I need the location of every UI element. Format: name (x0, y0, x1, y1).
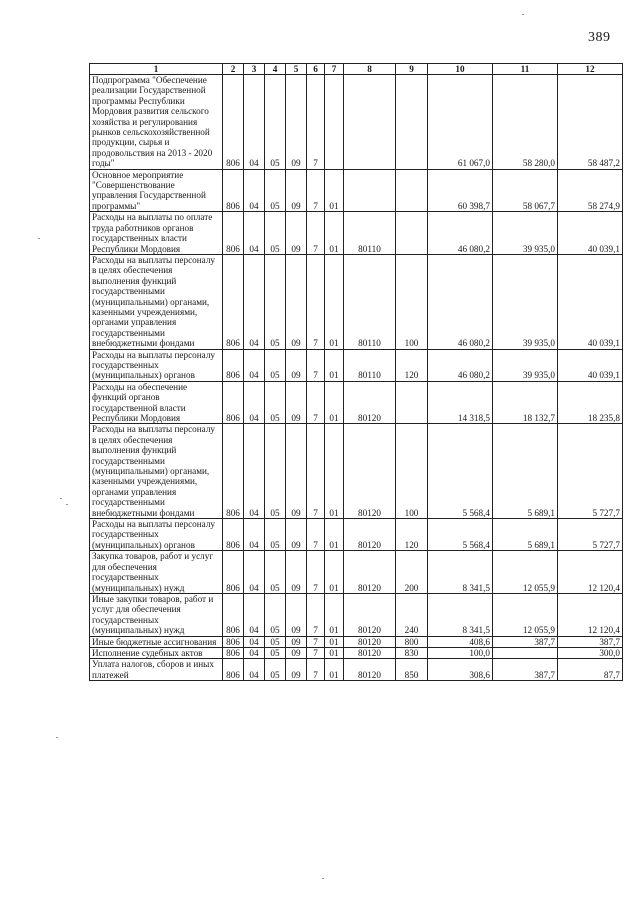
code-cell: 80120 (344, 551, 396, 594)
code-cell: 05 (265, 212, 286, 255)
code-cell: 7 (307, 551, 325, 594)
code-cell: 05 (265, 551, 286, 594)
code-cell: 806 (223, 349, 244, 381)
amount-cell: 8 341,5 (428, 551, 493, 594)
code-cell: 806 (223, 254, 244, 349)
code-cell: 01 (325, 381, 344, 424)
code-cell: 01 (325, 647, 344, 658)
code-cell: 850 (396, 659, 428, 681)
code-cell: 806 (223, 659, 244, 681)
code-cell: 80120 (344, 647, 396, 658)
amount-cell: 408,6 (428, 636, 493, 647)
code-cell: 80110 (344, 349, 396, 381)
row-name-cell: Расходы на выплаты персоналу в целях обеспечения выполнения функций государственными (муниципальными) органами, казенными учреждениями, органами управления государственными внебюджетными фондами (90, 424, 223, 519)
code-cell: 7 (307, 647, 325, 658)
amount-cell: 18 235,8 (558, 381, 623, 424)
code-cell: 01 (325, 349, 344, 381)
code-cell (396, 381, 428, 424)
code-cell: 09 (286, 424, 307, 519)
amount-cell: 12 055,9 (493, 551, 558, 594)
amount-cell: 39 935,0 (493, 254, 558, 349)
code-cell: 7 (307, 169, 325, 212)
amount-cell: 14 318,5 (428, 381, 493, 424)
code-cell: 120 (396, 349, 428, 381)
amount-cell: 387,7 (558, 636, 623, 647)
row-name-cell: Расходы на выплаты по оплате труда работников органов государственных власти Республики Мордовия (90, 212, 223, 255)
code-cell: 04 (244, 647, 265, 658)
code-cell: 09 (286, 647, 307, 658)
code-cell: 04 (244, 75, 265, 170)
header-row (90, 64, 623, 75)
code-cell: 01 (325, 519, 344, 551)
amount-cell: 5 689,1 (493, 519, 558, 551)
table-row (90, 424, 623, 519)
code-cell: 7 (307, 381, 325, 424)
code-cell (396, 212, 428, 255)
row-name-cell: Иные бюджетные ассигнования (90, 636, 223, 647)
code-cell: 806 (223, 169, 244, 212)
code-cell: 800 (396, 636, 428, 647)
col-header-7: 7 (325, 64, 344, 75)
table-row (90, 381, 623, 424)
code-cell: 01 (325, 424, 344, 519)
code-cell: 01 (325, 254, 344, 349)
code-cell: 09 (286, 593, 307, 636)
code-cell: 05 (265, 349, 286, 381)
code-cell: 04 (244, 519, 265, 551)
table-row (90, 551, 623, 594)
code-cell: 05 (265, 254, 286, 349)
code-cell: 80120 (344, 519, 396, 551)
amount-cell: 46 080,2 (428, 212, 493, 255)
code-cell: 04 (244, 254, 265, 349)
col-header-9: 9 (396, 64, 428, 75)
code-cell: 01 (325, 636, 344, 647)
code-cell: 09 (286, 636, 307, 647)
code-cell: 05 (265, 659, 286, 681)
scan-speck (522, 14, 524, 15)
scan-speck (38, 238, 40, 239)
table-row (90, 659, 623, 681)
row-name-cell: Основное мероприятие "Совершенствование управления Государственной программы" (90, 169, 223, 212)
col-header-1: 1 (90, 64, 223, 75)
scan-speck (60, 498, 62, 499)
col-header-8: 8 (344, 64, 396, 75)
row-name-cell: Расходы на обеспечение функций органов государственной власти Республики Мордовия (90, 381, 223, 424)
budget-table (89, 63, 623, 681)
code-cell: 09 (286, 519, 307, 551)
code-cell: 04 (244, 212, 265, 255)
amount-cell: 12 120,4 (558, 593, 623, 636)
code-cell: 04 (244, 169, 265, 212)
code-cell (325, 75, 344, 170)
code-cell: 806 (223, 424, 244, 519)
amount-cell: 87,7 (558, 659, 623, 681)
amount-cell: 58 487,2 (558, 75, 623, 170)
table-row (90, 254, 623, 349)
col-header-11: 11 (493, 64, 558, 75)
amount-cell: 5 727,7 (558, 519, 623, 551)
code-cell: 80110 (344, 212, 396, 255)
code-cell: 240 (396, 593, 428, 636)
col-header-2: 2 (223, 64, 244, 75)
code-cell: 01 (325, 212, 344, 255)
amount-cell: 5 568,4 (428, 519, 493, 551)
code-cell: 04 (244, 349, 265, 381)
amount-cell: 5 689,1 (493, 424, 558, 519)
code-cell: 7 (307, 593, 325, 636)
row-name-cell: Расходы на выплаты персоналу государственных (муниципальных) органов (90, 349, 223, 381)
amount-cell: 18 132,7 (493, 381, 558, 424)
code-cell: 80110 (344, 254, 396, 349)
amount-cell: 58 274,9 (558, 169, 623, 212)
row-name-cell: Подпрограмма "Обеспечение реализации Государственной программы Республики Мордовия развития сельского хозяйства и регулирования рынков сельскохозяйственной продукции, сырья и продовольствия на 2013 - 2020 годы" (90, 75, 223, 170)
amount-cell: 12 120,4 (558, 551, 623, 594)
code-cell: 120 (396, 519, 428, 551)
code-cell: 09 (286, 349, 307, 381)
amount-cell: 40 039,1 (558, 349, 623, 381)
code-cell: 01 (325, 659, 344, 681)
code-cell: 7 (307, 636, 325, 647)
code-cell: 7 (307, 254, 325, 349)
row-name-cell: Расходы на выплаты персоналу в целях обеспечения выполнения функций государственными (муниципальными) органами, казенными учреждениями, органами управления государственными внебюджетными фондами (90, 254, 223, 349)
code-cell: 806 (223, 381, 244, 424)
amount-cell: 100,0 (428, 647, 493, 658)
amount-cell: 5 568,4 (428, 424, 493, 519)
code-cell: 80120 (344, 424, 396, 519)
code-cell: 04 (244, 551, 265, 594)
amount-cell: 387,7 (493, 659, 558, 681)
row-name-cell: Уплата налогов, сборов и иных платежей (90, 659, 223, 681)
code-cell: 09 (286, 381, 307, 424)
code-cell: 05 (265, 647, 286, 658)
row-name-cell: Расходы на выплаты персоналу государственных (муниципальных) органов (90, 519, 223, 551)
code-cell (396, 75, 428, 170)
amount-cell: 40 039,1 (558, 254, 623, 349)
table-row (90, 647, 623, 658)
code-cell: 7 (307, 75, 325, 170)
col-header-5: 5 (286, 64, 307, 75)
col-header-10: 10 (428, 64, 493, 75)
code-cell: 04 (244, 659, 265, 681)
code-cell: 09 (286, 659, 307, 681)
amount-cell: 58 280,0 (493, 75, 558, 170)
col-header-4: 4 (265, 64, 286, 75)
table-row (90, 519, 623, 551)
col-header-3: 3 (244, 64, 265, 75)
code-cell: 7 (307, 424, 325, 519)
table-row (90, 636, 623, 647)
scan-speck (66, 504, 68, 505)
code-cell: 01 (325, 593, 344, 636)
code-cell: 05 (265, 169, 286, 212)
code-cell: 09 (286, 254, 307, 349)
code-cell: 80120 (344, 636, 396, 647)
table-row (90, 593, 623, 636)
table-body (90, 75, 623, 681)
amount-cell (493, 647, 558, 658)
code-cell: 100 (396, 254, 428, 349)
code-cell: 7 (307, 349, 325, 381)
code-cell: 806 (223, 647, 244, 658)
col-header-12: 12 (558, 64, 623, 75)
amount-cell: 5 727,7 (558, 424, 623, 519)
amount-cell: 39 935,0 (493, 212, 558, 255)
code-cell (344, 75, 396, 170)
code-cell: 80120 (344, 659, 396, 681)
code-cell: 05 (265, 424, 286, 519)
code-cell: 7 (307, 519, 325, 551)
page-number: 389 (588, 30, 611, 45)
amount-cell: 8 341,5 (428, 593, 493, 636)
code-cell: 80120 (344, 593, 396, 636)
col-header-6: 6 (307, 64, 325, 75)
code-cell: 7 (307, 659, 325, 681)
amount-cell: 300,0 (558, 647, 623, 658)
code-cell: 806 (223, 636, 244, 647)
amount-cell: 58 067,7 (493, 169, 558, 212)
table-row (90, 169, 623, 212)
code-cell: 05 (265, 636, 286, 647)
amount-cell: 46 080,2 (428, 349, 493, 381)
code-cell: 05 (265, 75, 286, 170)
scan-speck (322, 878, 324, 879)
code-cell: 04 (244, 424, 265, 519)
table-row (90, 75, 623, 170)
code-cell: 80120 (344, 381, 396, 424)
code-cell: 09 (286, 212, 307, 255)
table-row (90, 212, 623, 255)
code-cell: 04 (244, 636, 265, 647)
amount-cell: 12 055,9 (493, 593, 558, 636)
code-cell: 05 (265, 381, 286, 424)
code-cell (396, 169, 428, 212)
amount-cell: 387,7 (493, 636, 558, 647)
amount-cell: 308,6 (428, 659, 493, 681)
code-cell: 100 (396, 424, 428, 519)
code-cell: 05 (265, 519, 286, 551)
code-cell: 01 (325, 169, 344, 212)
code-cell: 806 (223, 212, 244, 255)
code-cell: 05 (265, 593, 286, 636)
code-cell: 09 (286, 75, 307, 170)
amount-cell: 40 039,1 (558, 212, 623, 255)
code-cell: 7 (307, 212, 325, 255)
amount-cell: 46 080,2 (428, 254, 493, 349)
row-name-cell: Иные закупки товаров, работ и услуг для обеспечения государственных (муниципальных) нужд (90, 593, 223, 636)
scan-speck (56, 737, 58, 738)
amount-cell: 61 067,0 (428, 75, 493, 170)
code-cell (344, 169, 396, 212)
code-cell: 09 (286, 169, 307, 212)
row-name-cell: Исполнение судебных актов (90, 647, 223, 658)
amount-cell: 39 935,0 (493, 349, 558, 381)
code-cell: 04 (244, 593, 265, 636)
code-cell: 806 (223, 593, 244, 636)
code-cell: 04 (244, 381, 265, 424)
code-cell: 200 (396, 551, 428, 594)
code-cell: 806 (223, 519, 244, 551)
amount-cell: 60 398,7 (428, 169, 493, 212)
code-cell: 09 (286, 551, 307, 594)
code-cell: 806 (223, 551, 244, 594)
row-name-cell: Закупка товаров, работ и услуг для обеспечения государственных (муниципальных) нужд (90, 551, 223, 594)
code-cell: 830 (396, 647, 428, 658)
code-cell: 806 (223, 75, 244, 170)
code-cell: 01 (325, 551, 344, 594)
table-row (90, 349, 623, 381)
